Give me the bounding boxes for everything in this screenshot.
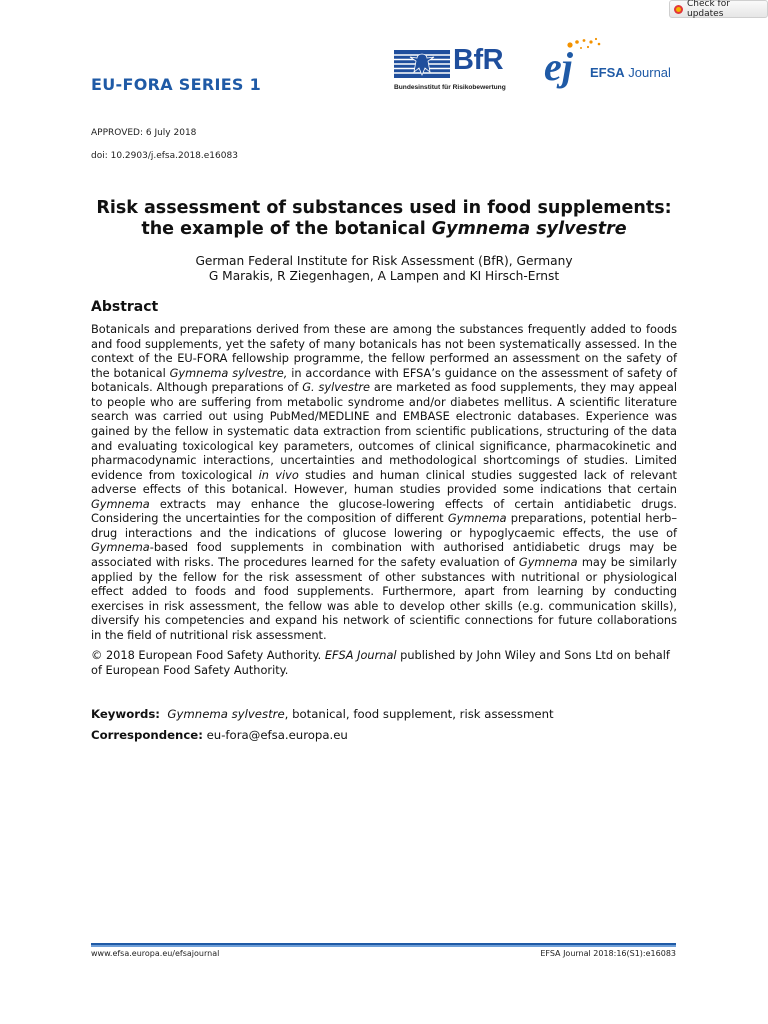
abstract-text: Botanicals and preparations derived from these are among the substances frequently added to foods and food supplements, yet the safety of many botanicals has not been systematically assessed. In the context of the EU-FORA fellowship programme, the fellow performed an assessment on the safety of the botanical — [91, 322, 677, 380]
affiliation: German Federal Institute for Risk Assessment (BfR), Germany — [195, 254, 573, 268]
doi: doi: 10.2903/j.efsa.2018.e16083 — [91, 151, 238, 161]
abstract-body — [91, 322, 677, 642]
copyright-text: published by John Wiley and Sons Ltd on behalf of European Food Safety Authority. — [91, 648, 670, 677]
copyright-journal: EFSA Journal — [324, 648, 397, 662]
paper-title — [60, 198, 708, 240]
copyright-text: © 2018 European Food Safety Authority. — [91, 648, 325, 662]
abstract-italic: Gymnema — [91, 540, 150, 555]
abstract-text: preparations, potential herb–drug interactions and the indications of glucose lowering or hypoglycaemic effects, the use of — [91, 511, 678, 540]
abstract-italic: Gymnema — [91, 496, 150, 511]
abstract-text: may be similarly applied by the fellow for the risk assessment of other substances with nutritional or physiological effect added to foods and food supplements. Furthermore, apart from learning by conducting exercises in risk assessment, the fellow was able to develop other skills (e.g. communication skills), diversify his competencies and expand his network of scientific connections for future collaborations in the field of nutritional risk assessment. — [91, 555, 677, 642]
ej-mark-text: ej — [544, 44, 573, 89]
abstract-text: -based food supplements in combination with authorised antidiabetic drugs may be associated with risks. The procedures learned for the safety evaluation of — [91, 540, 677, 569]
check-for-updates-label: Check for updates — [687, 0, 730, 19]
bfr-logo — [394, 46, 526, 96]
efsa-journal-name — [590, 65, 671, 80]
keywords-label: Keywords: — [91, 707, 160, 721]
bfr-wordmark: BfR — [453, 44, 504, 76]
check-for-updates-button[interactable] — [669, 0, 768, 18]
abstract-italic: Gymnema — [518, 555, 578, 569]
bfr-eagle-icon — [394, 48, 450, 78]
footer-url[interactable]: www.efsa.europa.eu/efsajournal — [91, 949, 220, 958]
abstract-italic: Gymnema — [447, 511, 507, 526]
copyright-notice — [91, 648, 677, 678]
abstract-paragraph — [91, 322, 677, 642]
efsa-journal-logo — [544, 36, 678, 98]
title-species: Gymnema sylvestre — [431, 219, 627, 239]
journal-name: Journal — [624, 65, 671, 80]
approved-date: APPROVED: 6 July 2018 — [91, 128, 197, 138]
author-block — [60, 254, 708, 284]
keywords-species: Gymnema sylvestre — [167, 707, 285, 721]
abstract-text: studies and human clinical studies suggested lack of relevant adverse effects of this botanical. However, human studies provided some indications that certain — [91, 467, 677, 497]
correspondence — [91, 728, 348, 742]
series-label: EU-FORA SERIES 1 — [91, 75, 262, 94]
correspondence-label: Correspondence: — [91, 728, 203, 742]
footer-citation: EFSA Journal 2018:16(S1):e16083 — [540, 949, 676, 958]
abstract-text: are marketed as food supplements, they may appeal to people who are suffering from metabolic syndrome and/or diabetes mellitus. A scientific literature search was carried out using PubMed/MEDLINE and EMBASE electronic databases. Experience was gained by the fellow in systematic data extraction from scientific publications, structuring of the data and evaluating toxicological key parameters, outcomes of clinical significance, pharmacokinetic and pharmacodynamic interactions, uncertainties and methodological shortcomings of studies. Limited evidence from toxicological — [91, 380, 678, 482]
abstract-italic: G. sylvestre — [302, 380, 370, 395]
bfr-subtitle: Bundesinstitut für Risikobewertung — [394, 84, 506, 91]
abstract-italic: Gymnema sylvestre, — [169, 365, 288, 380]
efsa-name: EFSA — [590, 65, 625, 80]
abstract-text: in accordance with EFSA’s guidance on the assessment of safety of botanicals. Although preparations of — [91, 365, 677, 395]
update-badge-icon — [674, 5, 683, 14]
title-line-2: the example of the botanical — [141, 219, 432, 239]
abstract-heading: Abstract — [91, 299, 159, 315]
keywords — [91, 707, 554, 721]
keywords-list: , botanical, food supplement, risk assessment — [284, 707, 554, 721]
abstract-text: extracts may enhance the glucose-lowering effects of certain antidiabetic drugs. Considering the uncertainties for the composition of different — [91, 496, 677, 526]
correspondence-email[interactable]: eu-fora@efsa.europa.eu — [206, 728, 348, 742]
abstract-italic: in vivo — [258, 467, 299, 482]
footer-rule — [91, 943, 676, 947]
title-line-1: Risk assessment of substances used in food supplements: — [96, 198, 672, 218]
author-names: G Marakis, R Ziegenhagen, A Lampen and KI Hirsch-Ernst — [208, 269, 560, 283]
